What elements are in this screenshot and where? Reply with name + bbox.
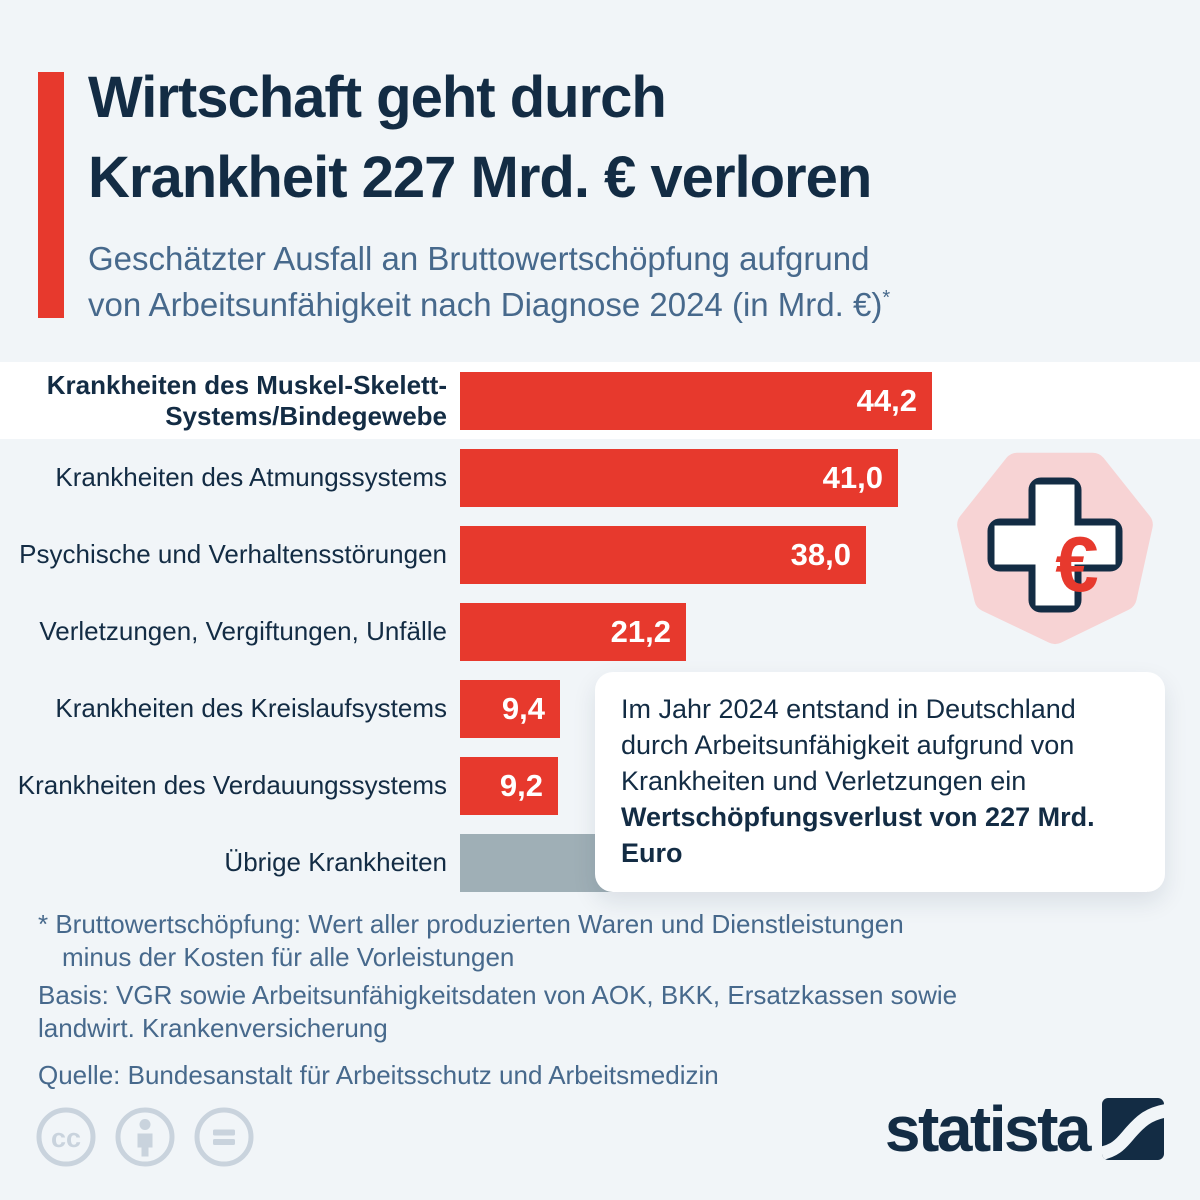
footnote-marker: * — [882, 287, 891, 309]
callout-text-bold: Wertschöpfungsverlust von 227 Mrd. Euro — [621, 802, 1095, 868]
medical-cross-euro-icon — [945, 438, 1165, 658]
subtitle-line-2: von Arbeitsunfähigkeit nach Diagnose 2024 (in Mrd. €)* — [88, 286, 891, 323]
bar — [460, 680, 560, 738]
page-title — [88, 58, 871, 218]
statista-logo-icon — [1102, 1098, 1164, 1160]
bar — [460, 449, 898, 507]
callout-text: Im Jahr 2024 entstand in Deutschland durch Arbeitsunfähigkeit aufgrund von Krankheiten und Verletzungen ein — [621, 694, 1076, 796]
bar-label: Übrige Krankheiten — [224, 847, 447, 877]
license-icons — [35, 1106, 255, 1168]
bar-value: 9,4 — [501, 690, 545, 726]
bar — [460, 757, 558, 815]
bar — [460, 603, 686, 661]
bar-label: Krankheiten des Verdauungssystems — [17, 770, 447, 800]
callout-box — [595, 672, 1165, 892]
bar-label: Krankheiten des Kreislaufsystems — [55, 693, 447, 723]
bar-label: Krankheiten des Atmungssystems — [55, 462, 447, 492]
bar-value: 21,2 — [610, 613, 671, 649]
title-line-2: Krankheit 227 Mrd. € verloren — [88, 145, 872, 210]
footnote-definition: * Bruttowertschöpfung: Wert aller produzierten Waren und Dienstleistungen minus der Kosten für alle Vorleistungen — [38, 909, 904, 972]
equals-icon — [193, 1106, 255, 1168]
svg-text:cc: cc — [50, 1123, 82, 1153]
attribution-icon — [114, 1106, 176, 1168]
statista-logo — [884, 1093, 1164, 1165]
bar-label: Verletzungen, Vergiftungen, Unfälle — [39, 616, 447, 646]
title-line-1: Wirtschaft geht durch — [88, 65, 666, 130]
cc-icon — [35, 1106, 97, 1168]
statista-wordmark: statista — [884, 1093, 1089, 1165]
bar-value: 44,2 — [856, 382, 917, 418]
bar-value: 9,2 — [499, 767, 543, 803]
footnotes — [38, 908, 958, 1092]
bar-label: Psychische und Verhaltensstörungen — [19, 539, 447, 569]
bar-label: Krankheiten des Muskel-Skelett-Systems/Bindegewebe — [46, 369, 447, 431]
page-subtitle — [88, 236, 890, 328]
footnote-source: Quelle: Bundesanstalt für Arbeitsschutz und Arbeitsmedizin — [38, 1060, 719, 1090]
euro-symbol: € — [1055, 520, 1099, 608]
bar-value: 38,0 — [790, 536, 851, 572]
subtitle-line-1: Geschätzter Ausfall an Bruttowertschöpfung aufgrund — [88, 240, 870, 277]
footnote-basis: Basis: VGR sowie Arbeitsunfähigkeitsdaten von AOK, BKK, Ersatzkassen sowie landwirt. Krankenversicherung — [38, 980, 958, 1043]
bar — [460, 372, 932, 430]
title-accent-bar — [38, 72, 64, 318]
bar-value: 41,0 — [822, 459, 883, 495]
bar — [460, 526, 866, 584]
chart-row — [0, 362, 1200, 439]
